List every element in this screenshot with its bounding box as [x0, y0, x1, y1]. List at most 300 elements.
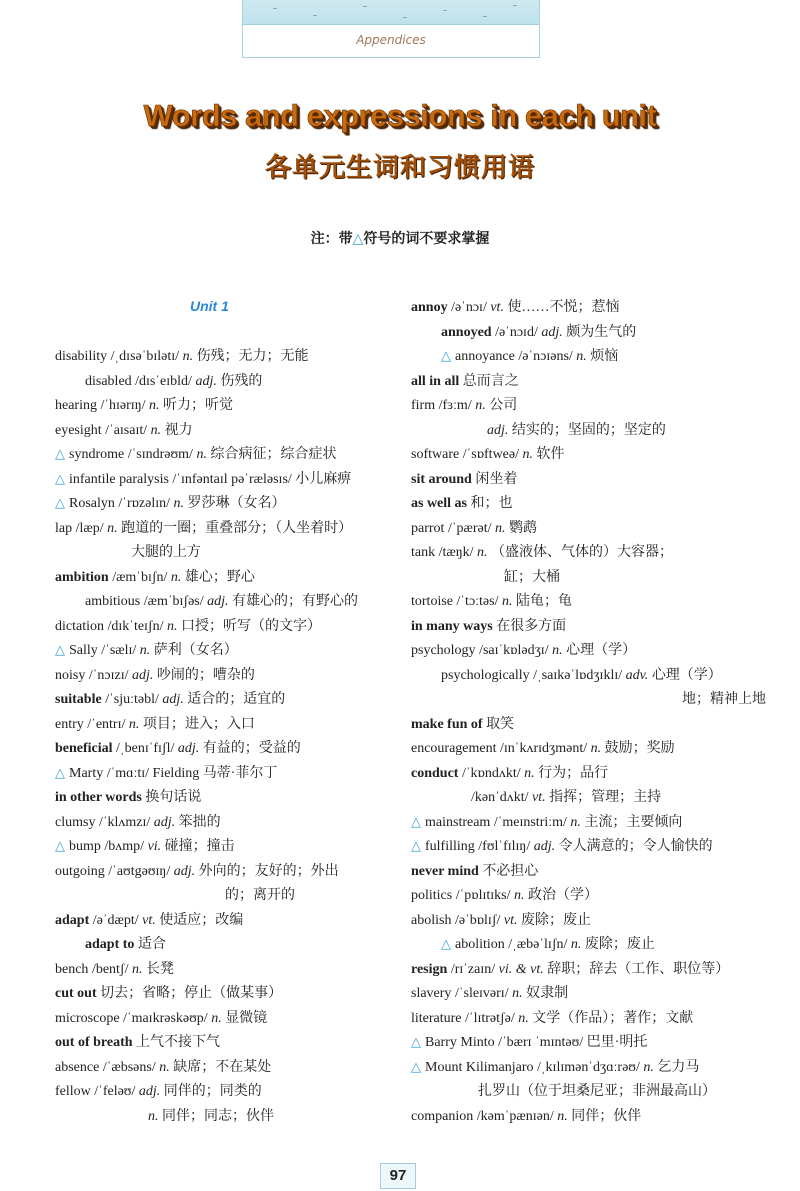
- definition: 陆龟；龟: [516, 594, 572, 609]
- headword: slavery: [411, 986, 452, 1001]
- entry-continuation: [411, 419, 771, 444]
- part-of-speech: n.: [149, 398, 160, 413]
- headword: ambition: [55, 569, 109, 585]
- entry: [411, 639, 771, 664]
- headword: disabled: [85, 373, 132, 389]
- phonetic: /ˈaɪsaɪt/: [105, 422, 148, 438]
- phonetic: /ˌæbəˈlɪʃn/: [508, 937, 568, 952]
- phonetic: /əˈnɔɪəns/: [518, 349, 573, 364]
- part-of-speech: n.: [514, 888, 525, 903]
- entry: [55, 492, 400, 517]
- entry: [55, 394, 400, 419]
- definition: 废除；废止: [520, 912, 591, 928]
- entry: [411, 590, 771, 615]
- entry: [411, 492, 771, 517]
- part-of-speech: n.: [576, 349, 587, 364]
- headword: psychologically: [441, 667, 530, 683]
- entry: [411, 1056, 771, 1081]
- definition: 废除；废止: [584, 937, 655, 952]
- definition: 同伴的；同类的: [163, 1084, 262, 1099]
- entry: [411, 1031, 771, 1056]
- part-of-speech: adj.: [541, 324, 563, 340]
- headword: hearing: [55, 398, 97, 413]
- entry: [411, 468, 771, 493]
- entry: [55, 1031, 400, 1056]
- headword: in other words: [55, 790, 142, 805]
- entry: [55, 958, 400, 983]
- headword: in many ways: [411, 618, 493, 634]
- headword: beneficial: [55, 741, 113, 756]
- phonetic: /fɜːm/: [438, 398, 472, 413]
- phonetic: /kənˈdʌkt/: [471, 790, 529, 805]
- headword: literature: [411, 1010, 462, 1026]
- definition: 适合: [137, 937, 166, 952]
- phonetic: /ˈkɒndʌkt/: [461, 765, 521, 781]
- entry: [55, 982, 400, 1007]
- headword: Marty: [69, 765, 104, 781]
- definition: 同伴；伙伴: [571, 1108, 642, 1124]
- headword: parrot: [411, 520, 445, 536]
- phonetic: /ˈaʊtgəʊɪŋ/: [108, 863, 171, 879]
- entry: [411, 958, 771, 983]
- triangle-icon: △: [352, 231, 364, 247]
- entry: [55, 786, 400, 811]
- part-of-speech: n.: [557, 1108, 568, 1124]
- entry: [411, 443, 771, 468]
- phonetic: /ˈæbsəns/: [102, 1059, 156, 1075]
- phonetic: /læp/: [75, 520, 104, 536]
- definition: 显微镜: [225, 1010, 268, 1026]
- part-of-speech: adj.: [162, 692, 184, 707]
- part-of-speech: vt.: [532, 790, 546, 805]
- part-of-speech: n.: [211, 1010, 222, 1026]
- headword: disability: [55, 349, 108, 364]
- phonetic: /æmˈbɪʃn/: [112, 569, 168, 585]
- definition: 文学（作品）；著作；文献: [532, 1010, 694, 1026]
- entry: [55, 688, 400, 713]
- part-of-speech: n.: [512, 986, 523, 1001]
- triangle-icon: △: [411, 839, 421, 854]
- definition: 结实的；坚固的；坚定的: [511, 422, 666, 438]
- phonetic: /bʌmp/: [104, 839, 145, 854]
- phonetic: /dɪsˈeɪbld/: [135, 373, 192, 389]
- definition: 换句话说: [145, 790, 202, 805]
- entry: [55, 517, 400, 542]
- headword: syndrome: [69, 447, 125, 462]
- triangle-icon: △: [55, 471, 65, 487]
- headword: adapt: [55, 912, 90, 928]
- definition: 闲坐着: [475, 471, 518, 487]
- phonetic: /ˈpɒlɪtɪks/: [455, 888, 511, 903]
- definition: 伤残的: [220, 373, 263, 389]
- phonetic: /ˈhɪərɪŋ/: [100, 398, 146, 413]
- phonetic: /æmˈbɪʃəs/: [143, 594, 204, 609]
- part-of-speech: n.: [502, 594, 513, 609]
- left-column: [55, 345, 400, 1129]
- entry: [55, 811, 400, 836]
- headword: conduct: [411, 765, 459, 781]
- phonetic: /ˈsɪndrəʊm/: [127, 447, 193, 462]
- headword: ambitious: [85, 594, 141, 609]
- definition: 罗莎琳（女名）: [187, 496, 286, 511]
- headword: bench: [55, 961, 89, 977]
- part-of-speech: n.: [159, 1059, 170, 1075]
- definition: 扎罗山（位于坦桑尼亚；非洲最高山）: [478, 1084, 716, 1099]
- phonetic: /ˈpærət/: [447, 520, 492, 536]
- headword: firm: [411, 398, 436, 413]
- definition: 有益的；受益的: [202, 741, 301, 756]
- headword: bump: [69, 839, 101, 854]
- headword: resign: [411, 961, 448, 977]
- sub-entry: [55, 590, 400, 615]
- right-column: [411, 296, 771, 1129]
- headword: fulfilling: [425, 839, 475, 854]
- note: [0, 228, 800, 248]
- triangle-icon: △: [441, 937, 451, 952]
- phonetic: /fʊlˈfɪlɪŋ/: [478, 839, 531, 854]
- entry-continuation: [411, 688, 771, 713]
- part-of-speech: adj.: [132, 667, 154, 683]
- headword: lap: [55, 520, 73, 536]
- headword: eyesight: [55, 422, 102, 438]
- definition: 奴隶制: [526, 986, 569, 1001]
- triangle-icon: △: [411, 1035, 421, 1050]
- part-of-speech: vt.: [490, 300, 504, 315]
- definition: 不必担心: [482, 863, 539, 879]
- definition: 切去；省略；停止（做某事）: [100, 986, 283, 1001]
- definition: 软件: [536, 447, 565, 462]
- entry-continuation: [55, 541, 400, 566]
- definition: 颇为生气的: [566, 324, 637, 340]
- headword: noisy: [55, 667, 86, 683]
- definition: 和；也: [470, 496, 513, 511]
- headword: Sally: [69, 643, 98, 658]
- headword: out of breath: [55, 1035, 133, 1050]
- headword: tortoise: [411, 594, 453, 609]
- definition: 巴里·明托: [586, 1035, 648, 1050]
- part-of-speech: vi.: [147, 839, 162, 854]
- definition: 项目；进入；入口: [142, 716, 255, 732]
- part-of-speech: n.: [148, 1108, 159, 1124]
- sub-entry: [55, 370, 400, 395]
- phonetic: /ˈsleɪvərɪ/: [454, 986, 509, 1001]
- part-of-speech: n.: [139, 643, 151, 658]
- phonetic: /ˌkɪlɪmənˈdʒɑːrəʊ/: [537, 1059, 640, 1075]
- definition: 伤残；无力；无能: [196, 349, 309, 364]
- entry: [411, 517, 771, 542]
- entry: [55, 1056, 400, 1081]
- phonetic: /ˈmɑːtɪ/ Fielding: [106, 765, 200, 781]
- entry: [411, 737, 771, 762]
- definition: 烦恼: [590, 349, 619, 364]
- part-of-speech: n.: [107, 520, 118, 536]
- triangle-icon: △: [55, 447, 65, 462]
- definition: 在很多方面: [496, 618, 567, 634]
- page-number: 97: [380, 1163, 416, 1189]
- phonetic: /ˈsɒftweə/: [462, 447, 520, 462]
- entry: [55, 639, 400, 664]
- definition: 取笑: [486, 716, 515, 732]
- entry: [411, 762, 771, 787]
- part-of-speech: n.: [477, 545, 488, 560]
- triangle-icon: △: [55, 496, 65, 511]
- headword: entry: [55, 716, 84, 732]
- phonetic: /dɪkˈteɪʃn/: [107, 618, 164, 634]
- entry: [411, 541, 771, 566]
- entry: [411, 1007, 771, 1032]
- entry: [55, 443, 400, 468]
- part-of-speech: n.: [475, 398, 486, 413]
- headword: politics: [411, 888, 453, 903]
- triangle-icon: △: [411, 1059, 421, 1075]
- headword: sit around: [411, 471, 472, 487]
- entry: [55, 566, 400, 591]
- entry: [411, 811, 771, 836]
- part-of-speech: n.: [150, 422, 162, 438]
- definition: 辞职；辞去（工作、职位等）: [547, 961, 730, 977]
- part-of-speech: n.: [182, 349, 194, 364]
- definition: 主流；主要倾向: [584, 814, 683, 830]
- phonetic: /saɪˈkɒlədʒɪ/: [479, 643, 549, 658]
- part-of-speech: adj.: [153, 814, 176, 830]
- headword: Mount Kilimanjaro: [425, 1059, 534, 1075]
- part-of-speech: n.: [570, 814, 581, 830]
- definition: 笨拙的: [178, 814, 221, 830]
- entry-continuation: [411, 1080, 771, 1105]
- definition: 口授；听写（的文字）: [181, 618, 321, 634]
- entry: [55, 664, 400, 689]
- page-subtitle: 各单元生词和习惯用语: [264, 153, 535, 182]
- headword: encouragement: [411, 741, 497, 756]
- headword: annoyance: [455, 349, 515, 364]
- headword: Rosalyn: [69, 496, 115, 511]
- definition: 心理（学）: [651, 667, 722, 683]
- definition: 令人满意的；令人愉快的: [558, 839, 713, 854]
- definition: 长凳: [145, 961, 174, 977]
- phonetic: /ˈtɔːtəs/: [456, 594, 499, 609]
- entry: [55, 468, 400, 493]
- part-of-speech: adj.: [487, 422, 509, 438]
- definition: 的；离开的: [225, 888, 295, 903]
- entry-continuation: [55, 1105, 400, 1130]
- definition: 吵闹的；嘈杂的: [156, 667, 255, 683]
- part-of-speech: n.: [643, 1059, 654, 1075]
- headword: annoy: [411, 300, 448, 315]
- part-of-speech: n.: [131, 961, 143, 977]
- definition: 鹦鹉: [508, 520, 537, 536]
- part-of-speech: n.: [518, 1010, 529, 1026]
- unit-heading: Unit 1: [190, 298, 229, 314]
- definition: 大腿的上方: [131, 545, 201, 560]
- phonetic: /ˈrɒzəlɪn/: [118, 496, 171, 511]
- entry: [411, 394, 771, 419]
- phonetic: /əˈnɔɪd/: [495, 324, 538, 340]
- definition: 使适应；改编: [159, 912, 244, 928]
- headword: fellow: [55, 1084, 91, 1099]
- headword: cut out: [55, 986, 97, 1001]
- headword: companion: [411, 1108, 474, 1124]
- definition: （盛液体、气体的）大容器；: [491, 545, 674, 560]
- entry: [55, 1080, 400, 1105]
- part-of-speech: n.: [524, 765, 535, 781]
- definition: 总而言之: [462, 373, 519, 389]
- definition: 跑道的一圈；重叠部分；（人坐着时）: [121, 520, 353, 536]
- definition: 综合病征；综合症状: [210, 447, 337, 462]
- entry: [55, 345, 400, 370]
- triangle-icon: △: [55, 839, 65, 854]
- entry: [411, 860, 771, 885]
- headword: adapt to: [85, 937, 135, 952]
- definition: 听力；听觉: [163, 398, 234, 413]
- part-of-speech: n.: [570, 937, 582, 952]
- headword: abolition: [455, 937, 505, 952]
- phonetic: /ˈsælɪ/: [101, 643, 137, 658]
- note-prefix: 注：带: [310, 231, 353, 247]
- definition: 鼓励；奖励: [604, 741, 675, 756]
- phonetic: /əˈbɒlɪʃ/: [454, 912, 501, 928]
- entry: [411, 296, 771, 321]
- entry: [55, 762, 400, 787]
- part-of-speech: adj.: [138, 1084, 161, 1099]
- entry-continuation: [55, 884, 400, 909]
- entry-continuation: [411, 786, 771, 811]
- entry: [55, 737, 400, 762]
- sub-entry: [411, 345, 771, 370]
- part-of-speech: n.: [196, 447, 207, 462]
- headword: all in all: [411, 373, 460, 389]
- part-of-speech: vt.: [503, 912, 518, 928]
- headword: clumsy: [55, 814, 96, 830]
- phonetic: /əˈnɔɪ/: [451, 300, 487, 315]
- headword: software: [411, 447, 460, 462]
- page-title: Words and expressions in each unit: [143, 98, 657, 133]
- entry: [55, 615, 400, 640]
- phonetic: /ˈfeləʊ/: [94, 1084, 136, 1099]
- definition: 心理（学）: [566, 643, 637, 658]
- triangle-icon: △: [411, 814, 421, 830]
- definition: 地；精神上地: [682, 692, 766, 707]
- entry: [411, 884, 771, 909]
- definition: 有雄心的；有野心的: [232, 594, 359, 609]
- phonetic: /ˈɪnfəntaɪl pəˈræləsɪs/: [172, 471, 292, 487]
- phonetic: /ˈklʌmzɪ/: [98, 814, 151, 830]
- entry: [55, 713, 400, 738]
- definition: 乞力马: [657, 1059, 700, 1075]
- phonetic: /tæŋk/: [438, 545, 474, 560]
- phonetic: /ˈentrɪ/: [87, 716, 126, 732]
- definition: 缸；大桶: [504, 569, 560, 585]
- phonetic: /ˈnɔɪzɪ/: [88, 667, 129, 683]
- headword: abolish: [411, 912, 452, 928]
- triangle-icon: △: [441, 349, 451, 364]
- part-of-speech: adj.: [207, 594, 229, 609]
- phonetic: /rɪˈzaɪn/: [450, 961, 496, 977]
- part-of-speech: n.: [173, 496, 185, 511]
- entry: [55, 909, 400, 934]
- headword: infantile paralysis: [69, 471, 169, 487]
- phonetic: /kəmˈpænɪən/: [476, 1108, 554, 1124]
- section-label: Appendices: [356, 33, 426, 47]
- part-of-speech: vi. & vt.: [498, 961, 544, 977]
- definition: 指挥；管理；主持: [549, 790, 662, 805]
- part-of-speech: n.: [552, 643, 563, 658]
- definition: 公司: [489, 398, 518, 413]
- sub-entry: [411, 664, 771, 689]
- definition: 使……不悦；惹恼: [507, 300, 620, 315]
- part-of-speech: n.: [590, 741, 602, 756]
- part-of-speech: adj.: [533, 839, 556, 854]
- phonetic: /ˈlɪtrətʃə/: [465, 1010, 515, 1026]
- definition: 行为；品行: [538, 765, 609, 781]
- part-of-speech: adj.: [177, 741, 200, 756]
- banner-image: [243, 0, 539, 25]
- phonetic: /ˈmeɪnstriːm/: [493, 814, 567, 830]
- entry: [411, 909, 771, 934]
- headword: outgoing: [55, 863, 105, 879]
- part-of-speech: adj.: [195, 373, 217, 389]
- entry: [411, 370, 771, 395]
- definition: 同伴；同志；伙伴: [162, 1108, 274, 1124]
- sub-entry: [55, 933, 400, 958]
- definition: 缺席；不在某处: [173, 1059, 272, 1075]
- definition: 政治（学）: [528, 888, 599, 903]
- headword: Barry Minto: [425, 1035, 495, 1050]
- phonetic: /ɪnˈkʌrɪdʒmənt/: [500, 741, 588, 756]
- definition: 外向的；友好的；外出: [198, 863, 339, 879]
- phonetic: /ˈmaɪkrəskəʊp/: [123, 1010, 208, 1026]
- headword: psychology: [411, 643, 476, 658]
- entry: [55, 860, 400, 885]
- triangle-icon: △: [55, 765, 65, 781]
- definition: 马蒂·菲尔丁: [202, 765, 278, 781]
- definition: 萨利（女名）: [153, 643, 238, 658]
- entry: [55, 835, 400, 860]
- entry-continuation: [411, 566, 771, 591]
- entry: [411, 982, 771, 1007]
- headword: mainstream: [425, 814, 491, 830]
- note-suffix: 符号的词不要求掌握: [363, 231, 490, 247]
- entry: [55, 419, 400, 444]
- part-of-speech: adj.: [173, 863, 196, 879]
- sub-entry: [411, 933, 771, 958]
- headword: tank: [411, 545, 436, 560]
- headword: make fun of: [411, 716, 483, 732]
- part-of-speech: n.: [170, 569, 182, 585]
- phonetic: /ˌbenɪˈfɪʃl/: [116, 741, 175, 756]
- phonetic: /ˌsaɪkəˈlɒdʒɪklɪ/: [533, 667, 623, 683]
- phonetic: /ˈbærɪ ˈmɪntəʊ/: [498, 1035, 584, 1050]
- headword: as well as: [411, 496, 467, 511]
- triangle-icon: △: [55, 643, 65, 658]
- section-banner: [242, 0, 540, 58]
- phonetic: /bentʃ/: [91, 961, 129, 977]
- entry: [411, 615, 771, 640]
- part-of-speech: adv.: [625, 667, 649, 683]
- headword: annoyed: [441, 324, 492, 340]
- definition: 视力: [164, 422, 193, 438]
- part-of-speech: n.: [522, 447, 534, 462]
- part-of-speech: n.: [494, 520, 506, 536]
- entry: [411, 835, 771, 860]
- phonetic: /ˈsjuːtəbl/: [105, 692, 159, 707]
- sub-entry: [411, 321, 771, 346]
- phonetic: /ˌdɪsəˈbɪlətɪ/: [110, 349, 180, 364]
- headword: dictation: [55, 618, 104, 634]
- entry: [411, 1105, 771, 1130]
- part-of-speech: n.: [167, 618, 178, 634]
- headword: suitable: [55, 692, 102, 707]
- part-of-speech: vt.: [142, 912, 156, 928]
